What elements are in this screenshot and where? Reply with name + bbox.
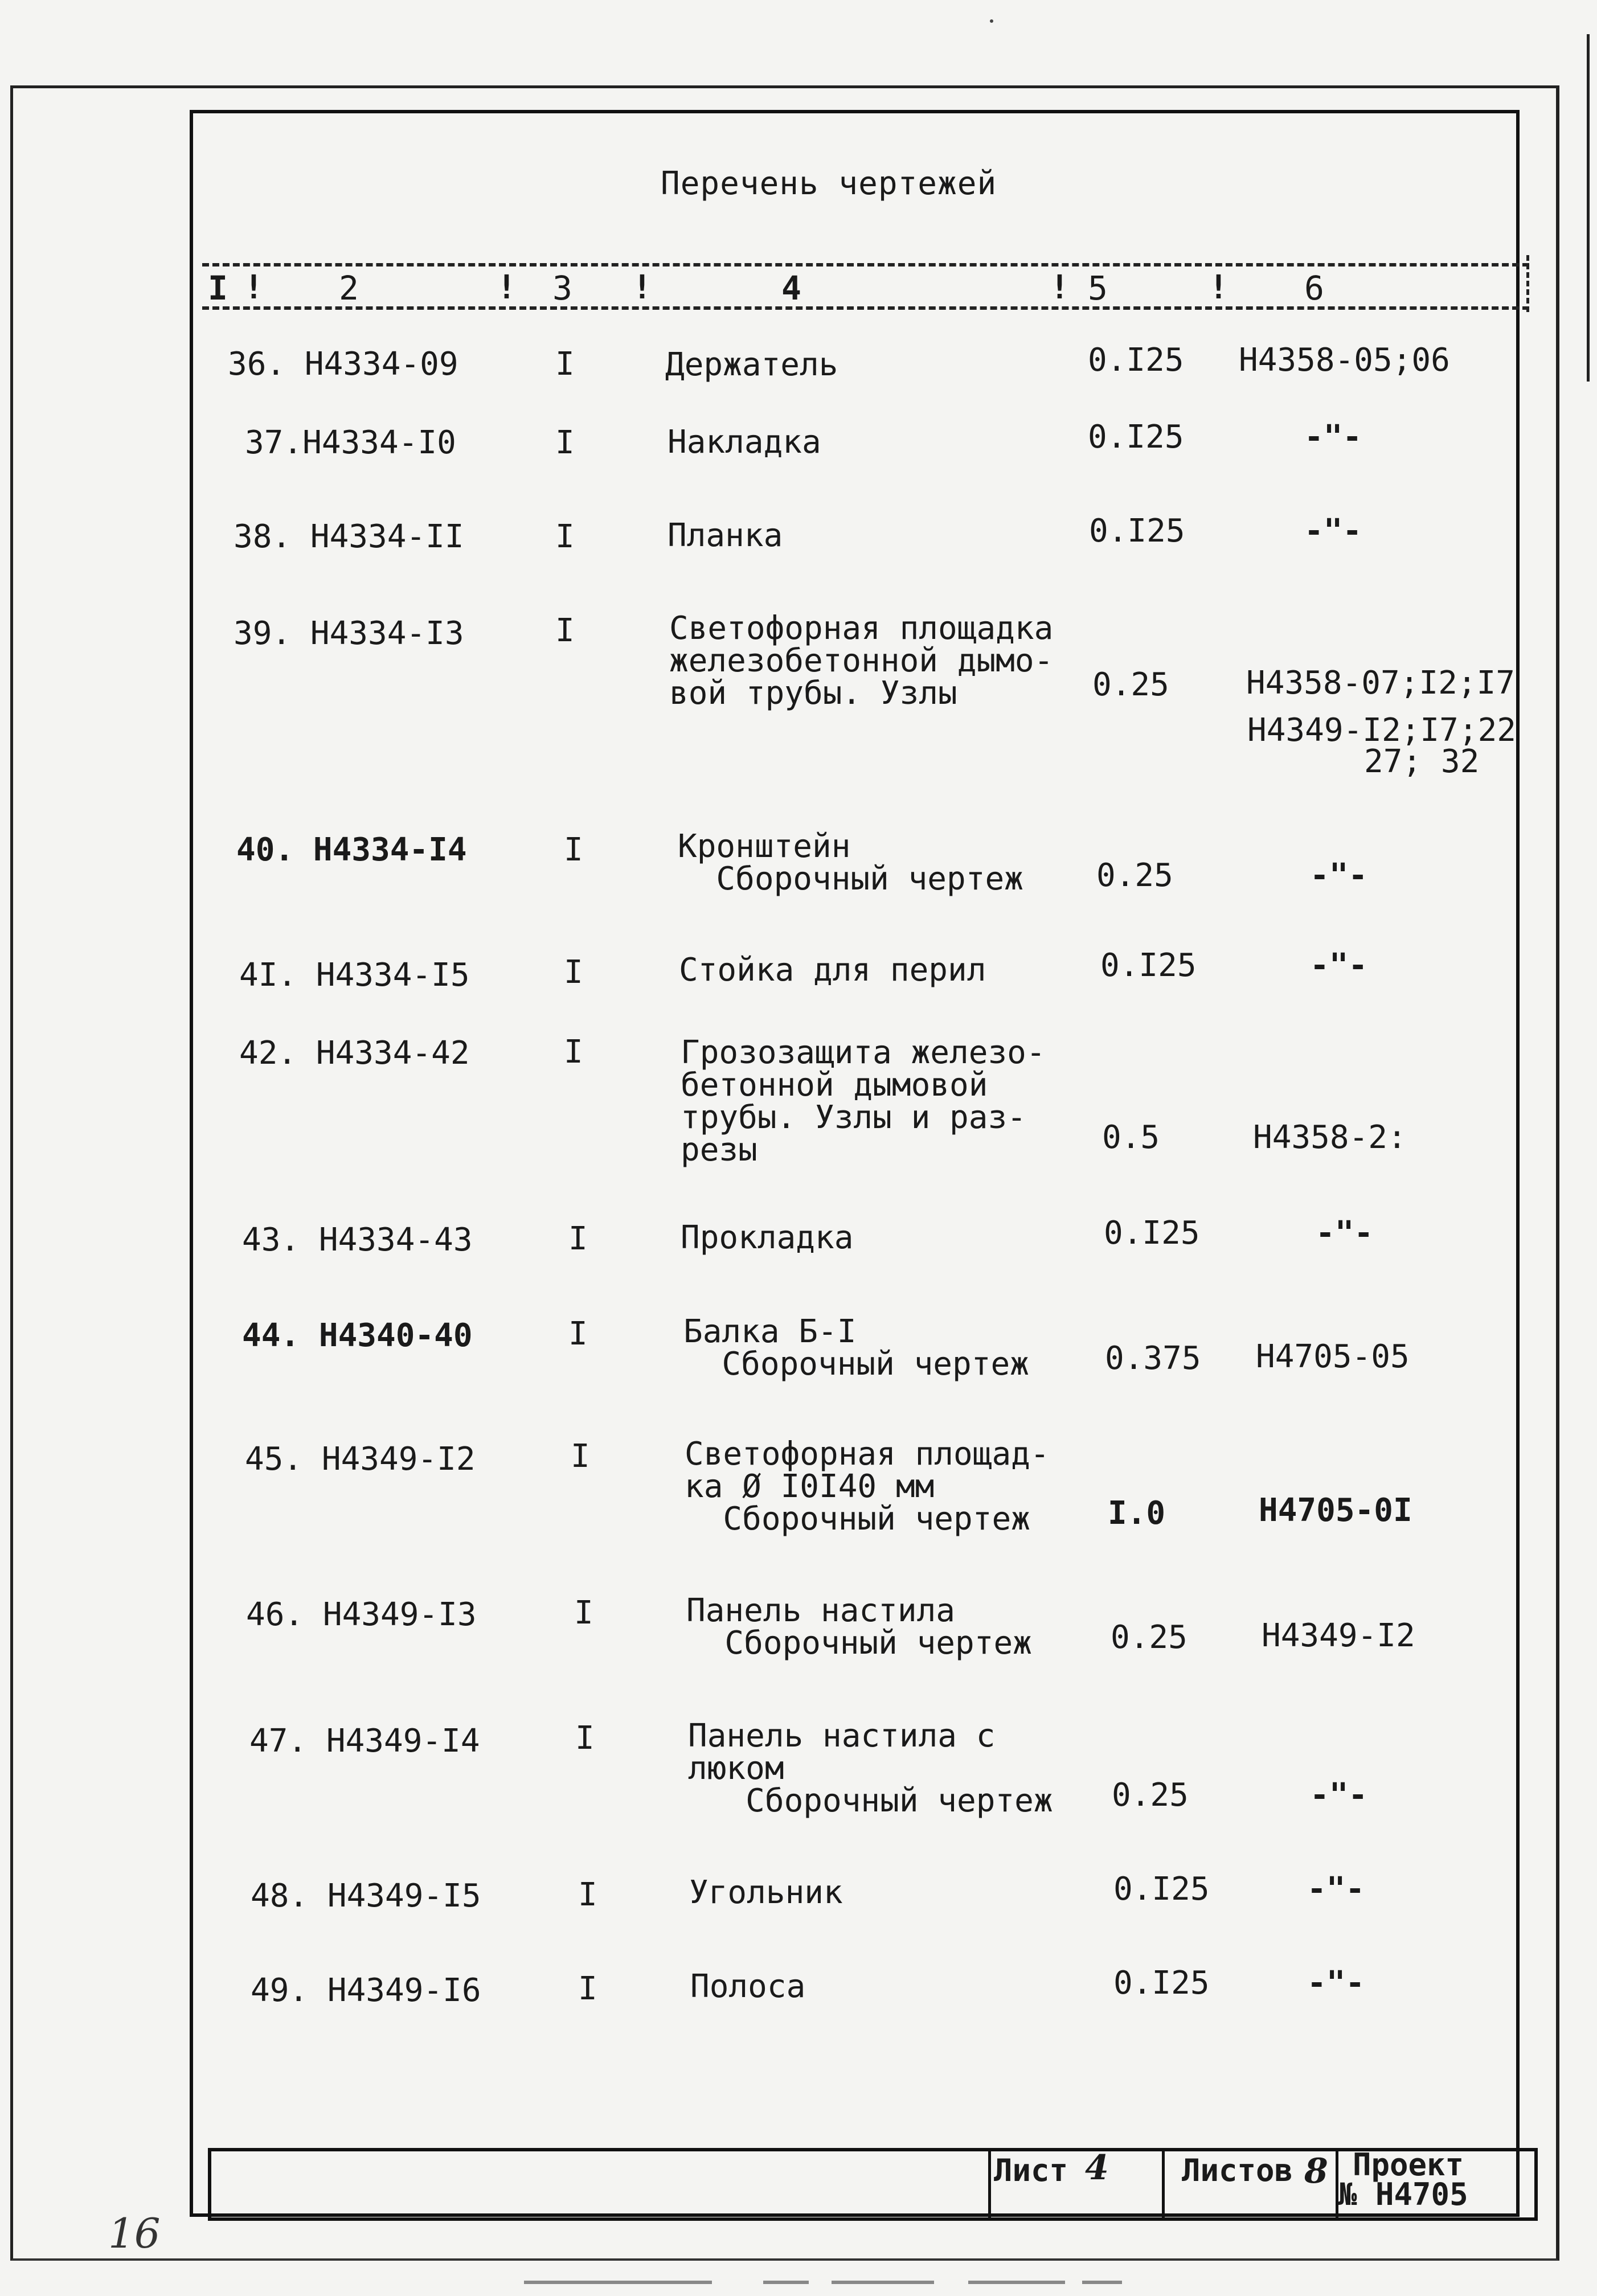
row-quantity: I: [564, 831, 583, 868]
column-header-1: I: [208, 269, 228, 308]
row-quantity: I: [555, 424, 575, 461]
page-title: Перечень чертежей: [661, 165, 997, 202]
row-name: Накладка: [668, 424, 821, 461]
column-separator: !: [497, 268, 517, 306]
row-reference: Н4349-I2: [1262, 1617, 1415, 1654]
row-quantity: I: [564, 954, 583, 991]
row-name: Светофорная площад- ка Ø I0I40 мм Сборочный чертеж: [685, 1436, 1050, 1538]
row-name: Планка: [668, 517, 783, 554]
row-quantity: I: [555, 518, 575, 555]
row-scale: 0.25: [1096, 857, 1173, 894]
row-scale: 0.I25: [1113, 1871, 1210, 1908]
row-scale: 0.5: [1102, 1119, 1160, 1156]
row-number: 49. Н4349-I6: [251, 1972, 481, 2009]
row-number: 42. Н4334-42: [239, 1035, 470, 1072]
row-number: 44. Н4340-40: [242, 1317, 473, 1354]
row-scale: 0.I25: [1088, 419, 1184, 456]
row-number: 45. Н4349-I2: [245, 1441, 476, 1478]
row-reference: Н4358-05;06: [1239, 342, 1450, 379]
column-separator: !: [244, 268, 264, 306]
column-header-2: 2: [339, 269, 359, 308]
row-number: 39. Н4334-I3: [234, 615, 464, 652]
row-number: 36. Н4334-09: [228, 346, 458, 383]
row-name: Панель настила Сборочный чертеж: [686, 1592, 1032, 1662]
row-quantity: I: [568, 1315, 588, 1352]
row-reference: -"-: [1316, 1215, 1374, 1252]
row-reference-cont: 27; 32: [1364, 743, 1480, 780]
row-scale: 0.375: [1105, 1340, 1201, 1377]
row-reference: -"-: [1307, 1965, 1365, 2002]
scan-noise: [763, 2281, 809, 2284]
row-number: 43. Н4334-43: [242, 1221, 473, 1258]
column-header-4: 4: [781, 269, 801, 308]
row-name: Прокладка: [681, 1219, 854, 1256]
row-reference: -"-: [1304, 512, 1362, 550]
project-label: Проект: [1353, 2147, 1464, 2183]
scan-noise: [832, 2281, 934, 2284]
scan-noise: [524, 2281, 712, 2284]
row-number: 46. Н4349-I3: [246, 1596, 477, 1633]
row-quantity: I: [575, 1720, 595, 1757]
row-quantity: I: [568, 1220, 588, 1257]
header-right-rule: [1526, 255, 1529, 312]
row-scale: 0.25: [1111, 1619, 1187, 1656]
header-top-rule: [202, 263, 1529, 266]
row-name: Угольник: [689, 1874, 843, 1911]
row-scale: 0.I25: [1104, 1215, 1200, 1252]
scan-speck: [990, 19, 993, 23]
title-block-divider: [988, 2148, 991, 2221]
column-header-5: 5: [1088, 269, 1108, 308]
row-quantity: I: [555, 346, 575, 383]
row-reference: Н4705-05: [1256, 1338, 1410, 1375]
row-quantity: I: [564, 1034, 583, 1071]
row-quantity: I: [574, 1594, 593, 1631]
row-scale: I.0: [1108, 1495, 1166, 1532]
row-scale: 0.I25: [1113, 1965, 1210, 2002]
column-separator: !: [1050, 268, 1070, 306]
row-reference: Н4705-0I: [1259, 1492, 1412, 1529]
column-header-6: 6: [1304, 269, 1324, 308]
project-number: № Н4705: [1338, 2176, 1468, 2212]
row-scale: 0.I25: [1088, 342, 1184, 379]
row-number: 38. Н4334-II: [234, 518, 464, 555]
page-edge-line: [1587, 34, 1590, 382]
row-number: 48. Н4349-I5: [251, 1877, 481, 1914]
row-quantity: I: [555, 612, 575, 649]
row-reference: -"-: [1310, 947, 1368, 984]
header-bottom-rule: [202, 306, 1529, 310]
sheets-label: Листов: [1182, 2152, 1293, 2188]
row-scale: 0.25: [1112, 1777, 1189, 1814]
sheet-label: Лист: [994, 2152, 1068, 2188]
column-separator: !: [632, 268, 652, 306]
row-name: Стойка для перил: [679, 952, 986, 989]
row-reference-cont: Н4349-I2;I7;22: [1247, 712, 1517, 749]
row-reference: -"-: [1310, 857, 1368, 894]
row-number: 40. Н4334-I4: [236, 831, 467, 868]
row-reference: Н4358-07;I2;I7: [1246, 665, 1516, 702]
row-number: 4I. Н4334-I5: [239, 957, 470, 994]
row-reference: Н4358-2:: [1253, 1119, 1407, 1156]
row-reference: -"-: [1304, 419, 1362, 456]
row-name: Грозозащита железо- бетонной дымовой трубы. Узлы и раз- резы: [681, 1034, 1046, 1169]
row-scale: 0.I25: [1100, 947, 1197, 984]
handwritten-page-note: 16: [108, 2209, 161, 2257]
title-block-divider: [1162, 2148, 1165, 2221]
row-quantity: I: [578, 1876, 597, 1913]
row-scale: 0.25: [1092, 666, 1169, 703]
row-name: Светофорная площадка железобетонной дымо- вой трубы. Узлы: [669, 610, 1054, 712]
row-quantity: I: [571, 1438, 590, 1475]
row-name: Держатель: [665, 346, 838, 383]
scan-noise: [1082, 2281, 1122, 2284]
row-name: Панель настила с люком Сборочный чертеж: [688, 1717, 1053, 1820]
sheets-number: 8: [1304, 2151, 1328, 2191]
row-number: 37.Н4334-I0: [245, 424, 456, 461]
row-scale: 0.I25: [1089, 512, 1185, 550]
row-name: Полоса: [690, 1968, 806, 2005]
row-number: 47. Н4349-I4: [249, 1723, 480, 1760]
row-reference: -"-: [1307, 1871, 1365, 1908]
column-separator: !: [1209, 268, 1229, 306]
row-reference: -"-: [1310, 1777, 1368, 1814]
row-quantity: I: [578, 1970, 597, 2007]
row-name: Кронштейн Сборочный чертеж: [678, 828, 1023, 898]
sheet-number: 4: [1085, 2148, 1109, 2188]
row-name: Балка Б-I Сборочный чертеж: [683, 1313, 1029, 1383]
scan-noise: [968, 2281, 1065, 2284]
column-header-3: 3: [552, 269, 572, 308]
